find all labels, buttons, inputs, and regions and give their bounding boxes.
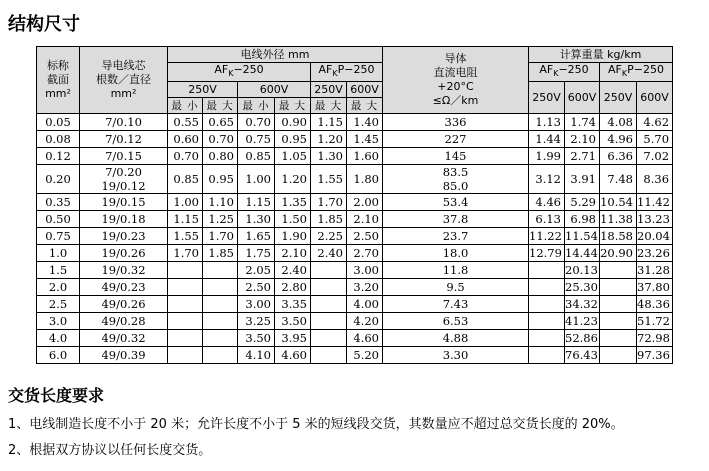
cell-w2: 1.74 [565,114,600,131]
cell-a-min [168,279,203,296]
cell-c-max: 1.60 [347,148,383,165]
cell-w3: 18.58 [600,228,637,245]
cell-w4: 13.23 [637,211,673,228]
cell-w2: 5.29 [565,194,600,211]
cell-a-max [203,296,238,313]
cell-w1 [529,330,565,347]
cell-w3: 11.38 [600,211,637,228]
cell-a-max: 0.70 [203,131,238,148]
cell-c-min [311,313,347,330]
cell-w2: 41.23 [565,314,598,329]
cell-area: 0.08 [37,131,80,148]
table-row [37,228,673,245]
header-w-600v-a: 600V [565,82,600,114]
cell-res: 37.8 [383,211,529,228]
cell-w1: 12.79 [529,245,565,262]
cell-c-max: 3.00 [347,262,383,279]
cell-w4: 8.36 [637,165,673,194]
spec-table [36,46,673,364]
cell-c-min: 1.85 [311,211,347,228]
cell-c-min [311,279,347,296]
cell-area: 0.05 [37,114,80,131]
cell-w4: 37.80 [637,279,673,296]
cell-w4: 4.62 [637,114,673,131]
cell-w4: 72.98 [637,330,673,347]
cell-a-min: 0.55 [168,114,203,131]
cell-a-max: 0.80 [203,148,238,165]
header-od-afkp-600v: 600V [347,82,383,98]
cell-w2: 76.43 [565,348,598,363]
cell-c-min: 2.40 [311,245,347,262]
cell-b-max: 0.95 [275,131,311,148]
delivery-item-2: 2、根据双方协议以任何长度交货。 [8,443,212,458]
cell-area: 0.35 [37,194,80,211]
cell-area: 0.75 [37,228,80,245]
cell-a-min: 0.60 [168,131,203,148]
table-row [37,165,673,194]
header-weight-afk-250: $AF_K-250$ [529,63,600,82]
header-afkp-250: $AF_KP-250$ [311,63,383,82]
cell-w1: 6.13 [529,211,565,228]
header-weight: 计算重量 kg/km [529,47,673,63]
cell-area: 1.0 [37,245,80,262]
cell-cond: 19/0.15 [80,194,168,211]
cell-a-max [203,279,238,296]
cell-area: 2.0 [37,279,80,296]
cell-cond: 49/0.28 [80,313,168,330]
cell-a-max [203,262,238,279]
cell-c-min [311,262,347,279]
cell-area: 0.50 [37,211,80,228]
delivery-item-1: 1、电线制造长度不小于 20 米；允许长度不小于 5 米的短线段交货，其数量应不超过总交货长度的 20%。 [8,417,624,432]
section-title-delivery: 交货长度要求 [8,386,105,405]
cell-cond: 49/0.26 [80,296,168,313]
cell-res: 83.5 85.0 [383,165,529,194]
cell-w3: 4.96 [600,131,637,148]
cell-c-min [311,347,347,364]
cell-cond: 49/0.32 [80,330,168,347]
cell-w1 [529,313,565,330]
cell-w1: 11.22 [529,228,565,245]
header-od-afk-250v: 250V [168,82,238,98]
cell-w1: 1.99 [529,148,565,165]
cell-w1: 4.46 [529,194,565,211]
cell-b-min: 1.65 [238,228,275,245]
cell-b-min: 0.85 [238,148,275,165]
cell-a-min: 1.00 [168,194,203,211]
cell-b-max: 2.80 [275,279,311,296]
table-row [37,262,673,279]
cell-w3: 20.90 [600,245,637,262]
cell-a-max [203,313,238,330]
cell-res: 336 [383,114,529,131]
table-row [37,194,673,211]
cell-b-min: 3.25 [238,313,275,330]
header-w-250v-a: 250V [529,82,565,114]
cell-w4: 20.04 [637,228,673,245]
cell-w3: 7.48 [600,165,637,194]
header-max: 最 大 [203,98,238,114]
cell-res: 7.43 [383,296,529,313]
cell-a-max: 1.25 [203,211,238,228]
cell-b-min: 1.15 [238,194,275,211]
cell-c-max: 3.20 [347,279,383,296]
cell-b-max: 2.10 [275,245,311,262]
cell-w2: 34.32 [565,297,598,312]
cell-w3: 6.36 [600,148,637,165]
cell-c-max: 4.20 [347,313,383,330]
cell-w4: 5.70 [637,131,673,148]
cell-b-max: 3.35 [275,296,311,313]
cell-c-max: 2.70 [347,245,383,262]
cell-a-min: 1.70 [168,245,203,262]
cell-w4: 48.36 [637,296,673,313]
cell-b-max: 1.05 [275,148,311,165]
table-row [37,279,673,296]
cell-res: 3.30 [383,347,529,364]
cell-area: 6.0 [37,347,80,364]
cell-w3 [600,262,637,279]
header-od-afk-600v: 600V [238,82,311,98]
cell-a-min: 0.85 [168,165,203,194]
header-max: 最 大 [311,98,347,114]
cell-res: 18.0 [383,245,529,262]
table-row [37,245,673,262]
cell-cond: 19/0.18 [80,211,168,228]
header-afk-250: $AF_K-250$ [168,63,311,82]
cell-area: 4.0 [37,330,80,347]
cell-c-min: 1.20 [311,131,347,148]
cell-a-min [168,313,203,330]
cell-a-min: 1.15 [168,211,203,228]
cell-c-max: 2.10 [347,211,383,228]
cell-w1 [529,279,565,296]
cell-cond: 7/0.15 [80,148,168,165]
cell-c-max: 1.40 [347,114,383,131]
cell-a-max: 0.65 [203,114,238,131]
cell-w2: 2.71 [565,148,600,165]
cell-c-max: 1.45 [347,131,383,148]
cell-c-max: 1.80 [347,165,383,194]
table-row [37,211,673,228]
cell-c-min: 2.25 [311,228,347,245]
cell-b-min: 0.70 [238,114,275,131]
header-w-250v-b: 250V [600,82,637,114]
cell-w3 [600,330,637,347]
header-od-afkp-250v: 250V [311,82,347,98]
cell-c-max: 2.50 [347,228,383,245]
cell-w3 [600,279,637,296]
cell-c-min: 1.30 [311,148,347,165]
header-min: 最 小 [168,98,203,114]
header-weight-afkp-250: $AF_KP-250$ [600,63,673,82]
cell-w1 [529,262,565,279]
cell-w4: 97.36 [637,347,673,364]
cell-cond: 7/0.12 [80,131,168,148]
cell-w2: 11.54 [565,229,598,244]
cell-a-min [168,262,203,279]
cell-a-max: 0.95 [203,165,238,194]
cell-res: 227 [383,131,529,148]
cell-w2: 3.91 [565,165,600,194]
cell-w3 [600,296,637,313]
cell-w4: 23.26 [637,245,673,262]
cell-b-max: 4.60 [275,347,311,364]
cell-b-max: 1.90 [275,228,311,245]
cell-b-max: 1.20 [275,165,311,194]
header-w-600v-b: 600V [637,82,673,114]
cell-b-min: 3.50 [238,330,275,347]
cell-a-max [203,347,238,364]
cell-cond: 19/0.23 [80,228,168,245]
cell-area: 0.12 [37,148,80,165]
cell-b-max: 0.90 [275,114,311,131]
cell-b-max: 3.50 [275,313,311,330]
cell-w2: 52.86 [565,331,598,346]
cell-c-min: 1.70 [311,194,347,211]
cell-w1 [529,296,565,313]
cell-w4: 7.02 [637,148,673,165]
cell-a-max [203,330,238,347]
cell-a-min: 1.55 [168,228,203,245]
cell-b-min: 2.05 [238,262,275,279]
cell-b-max: 1.35 [275,194,311,211]
header-area: 标称 截面 mm² [37,47,80,114]
cell-w2: 25.30 [565,280,598,295]
cell-w4: 31.28 [637,262,673,279]
cell-c-min: 1.55 [311,165,347,194]
header-resistance: 导体 直流电阻 +20°C ≤Ω／km [383,47,529,114]
cell-a-max: 1.10 [203,194,238,211]
cell-w2: 6.98 [565,211,600,228]
section-title-structure: 结构尺寸 [8,14,80,35]
cell-res: 53.4 [383,194,529,211]
cell-b-min: 0.75 [238,131,275,148]
cell-w1: 1.13 [529,114,565,131]
cell-w3: 10.54 [600,194,637,211]
cell-area: 0.20 [37,165,80,194]
cell-cond: 19/0.32 [80,262,168,279]
cell-c-max: 5.20 [347,347,383,364]
cell-cond: 49/0.23 [80,279,168,296]
cell-cond: 7/0.20 19/0.12 [80,165,168,194]
cell-w1: 1.44 [529,131,565,148]
cell-b-min: 4.10 [238,347,275,364]
cell-res: 145 [383,148,529,165]
cell-b-max: 2.40 [275,262,311,279]
cell-area: 3.0 [37,313,80,330]
cell-w3: 4.08 [600,114,637,131]
table-row [37,296,673,313]
table-row [37,131,673,148]
cell-res: 4.88 [383,330,529,347]
cell-res: 23.7 [383,228,529,245]
cell-res: 6.53 [383,313,529,330]
cell-c-min [311,330,347,347]
cell-a-min [168,296,203,313]
cell-cond: 49/0.39 [80,347,168,364]
header-max: 最 大 [275,98,311,114]
cell-res: 11.8 [383,262,529,279]
cell-area: 2.5 [37,296,80,313]
table-row [37,148,673,165]
cell-w3 [600,347,637,364]
cell-res: 9.5 [383,279,529,296]
table-row [37,114,673,131]
cell-w4: 11.42 [637,194,673,211]
table-row [37,330,673,347]
cell-w2: 2.10 [565,131,600,148]
cell-w2: 20.13 [565,263,598,278]
cell-w3 [600,313,637,330]
cell-w4: 51.72 [637,313,673,330]
header-outer-diameter: 电线外径 mm [168,47,383,63]
cell-c-max: 4.60 [347,330,383,347]
cell-b-max: 1.50 [275,211,311,228]
cell-w1 [529,347,565,364]
cell-c-min [311,296,347,313]
cell-b-max: 3.95 [275,330,311,347]
cell-c-max: 2.00 [347,194,383,211]
header-max: 最 大 [347,98,383,114]
cell-w1: 3.12 [529,165,565,194]
cell-area: 1.5 [37,262,80,279]
cell-a-max: 1.85 [203,245,238,262]
cell-cond: 7/0.10 [80,114,168,131]
header-conductor: 导电线芯 根数／直径 mm² [80,47,168,114]
cell-a-min: 0.70 [168,148,203,165]
cell-w2: 14.44 [565,246,598,261]
table-row [37,347,673,364]
cell-a-min [168,330,203,347]
cell-b-min: 2.50 [238,279,275,296]
cell-b-min: 1.00 [238,165,275,194]
cell-c-max: 4.00 [347,296,383,313]
table-row [37,313,673,330]
header-min: 最 小 [238,98,275,114]
cell-cond: 19/0.26 [80,245,168,262]
cell-b-min: 1.75 [238,245,275,262]
cell-a-max: 1.70 [203,228,238,245]
cell-b-min: 1.30 [238,211,275,228]
cell-c-min: 1.15 [311,114,347,131]
cell-a-min [168,347,203,364]
cell-b-min: 3.00 [238,296,275,313]
